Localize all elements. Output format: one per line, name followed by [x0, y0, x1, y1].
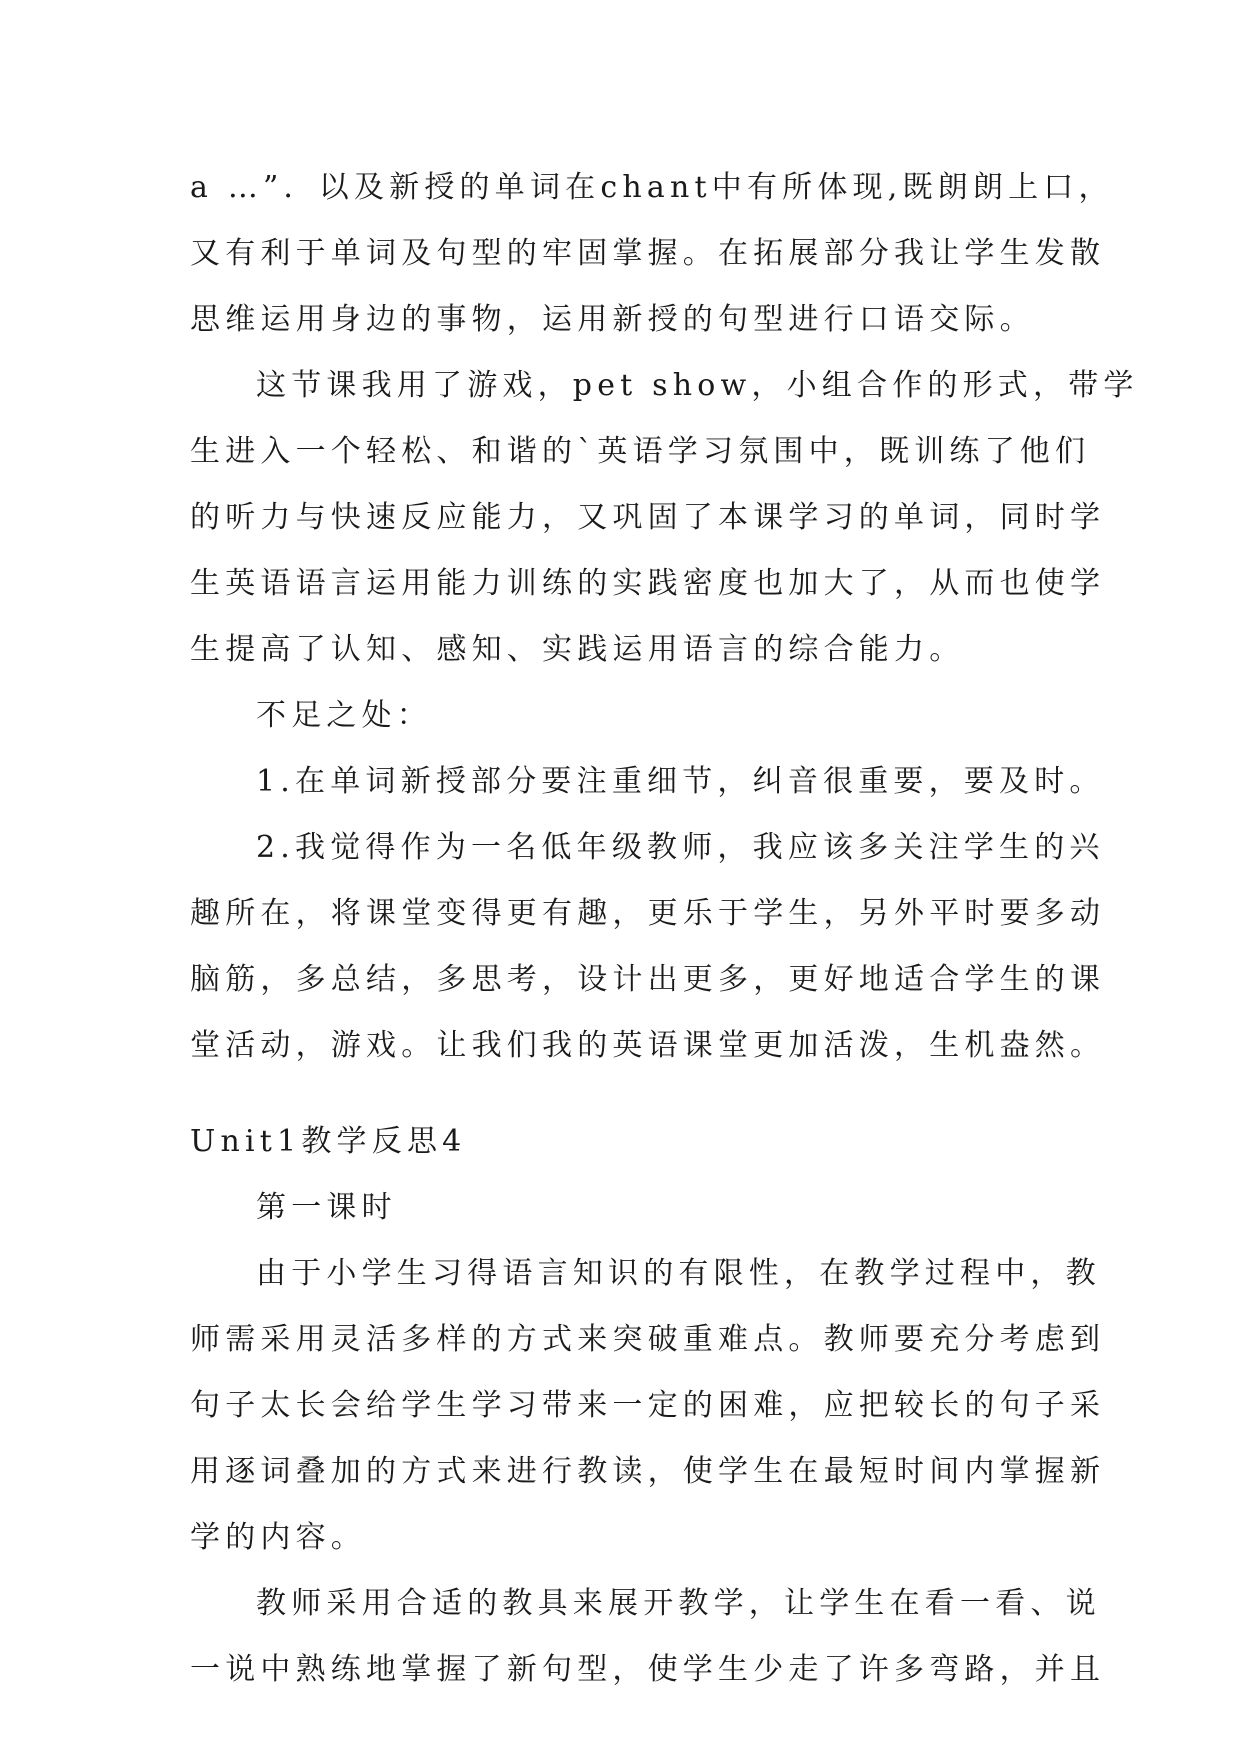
body-text-line: 这节课我用了游戏，pet show，小组合作的形式，带学: [256, 368, 1139, 403]
body-text-line: 教师采用合适的教具来展开教学，让学生在看一看、说: [256, 1586, 1101, 1621]
body-text-line: 句子太长会给学生学习带来一定的困难，应把较长的句子采: [190, 1388, 1106, 1423]
body-text-line: 由于小学生习得语言知识的有限性，在教学过程中，教: [256, 1256, 1101, 1291]
body-text-line: 又有利于单词及句型的牢固掌握。在拓展部分我让学生发散: [190, 236, 1106, 271]
body-text-line: 学的内容。: [190, 1520, 366, 1555]
body-text-line: a …”．以及新授的单词在chant中有所体现,既朗朗上口，: [190, 170, 1114, 205]
body-text-line: 思维运用身边的事物，运用新授的句型进行口语交际。: [190, 302, 1035, 337]
body-text-line: 生提高了认知、感知、实践运用语言的综合能力。: [190, 632, 965, 667]
subheading: 第一课时: [256, 1190, 397, 1225]
section-heading: Unit1教学反思4: [190, 1124, 467, 1159]
body-text-line: 趣所在，将课堂变得更有趣，更乐于学生，另外平时要多动: [190, 896, 1106, 931]
body-text-line: 用逐词叠加的方式来进行教读，使学生在最短时间内掌握新: [190, 1454, 1106, 1489]
body-text-line: 师需采用灵活多样的方式来突破重难点。教师要充分考虑到: [190, 1322, 1106, 1357]
body-text-line: 堂活动，游戏。让我们我的英语课堂更加活泼，生机盎然。: [190, 1028, 1106, 1063]
section-label: 不足之处：: [256, 698, 432, 733]
list-item: 1.在单词新授部分要注重细节，纠音很重要，要及时。: [256, 764, 1105, 799]
body-text-line: 生进入一个轻松、和谐的`英语学习氛围中，既训练了他们: [190, 434, 1091, 469]
list-item: 2.我觉得作为一名低年级教师，我应该多关注学生的兴: [256, 830, 1105, 865]
body-text-line: 脑筋，多总结，多思考，设计出更多，更好地适合学生的课: [190, 962, 1106, 997]
body-text-line: 一说中熟练地掌握了新句型，使学生少走了许多弯路，并且: [190, 1652, 1106, 1687]
body-text-line: 生英语语言运用能力训练的实践密度也加大了，从而也使学: [190, 566, 1106, 601]
body-text-line: 的听力与快速反应能力，又巩固了本课学习的单词，同时学: [190, 500, 1106, 535]
